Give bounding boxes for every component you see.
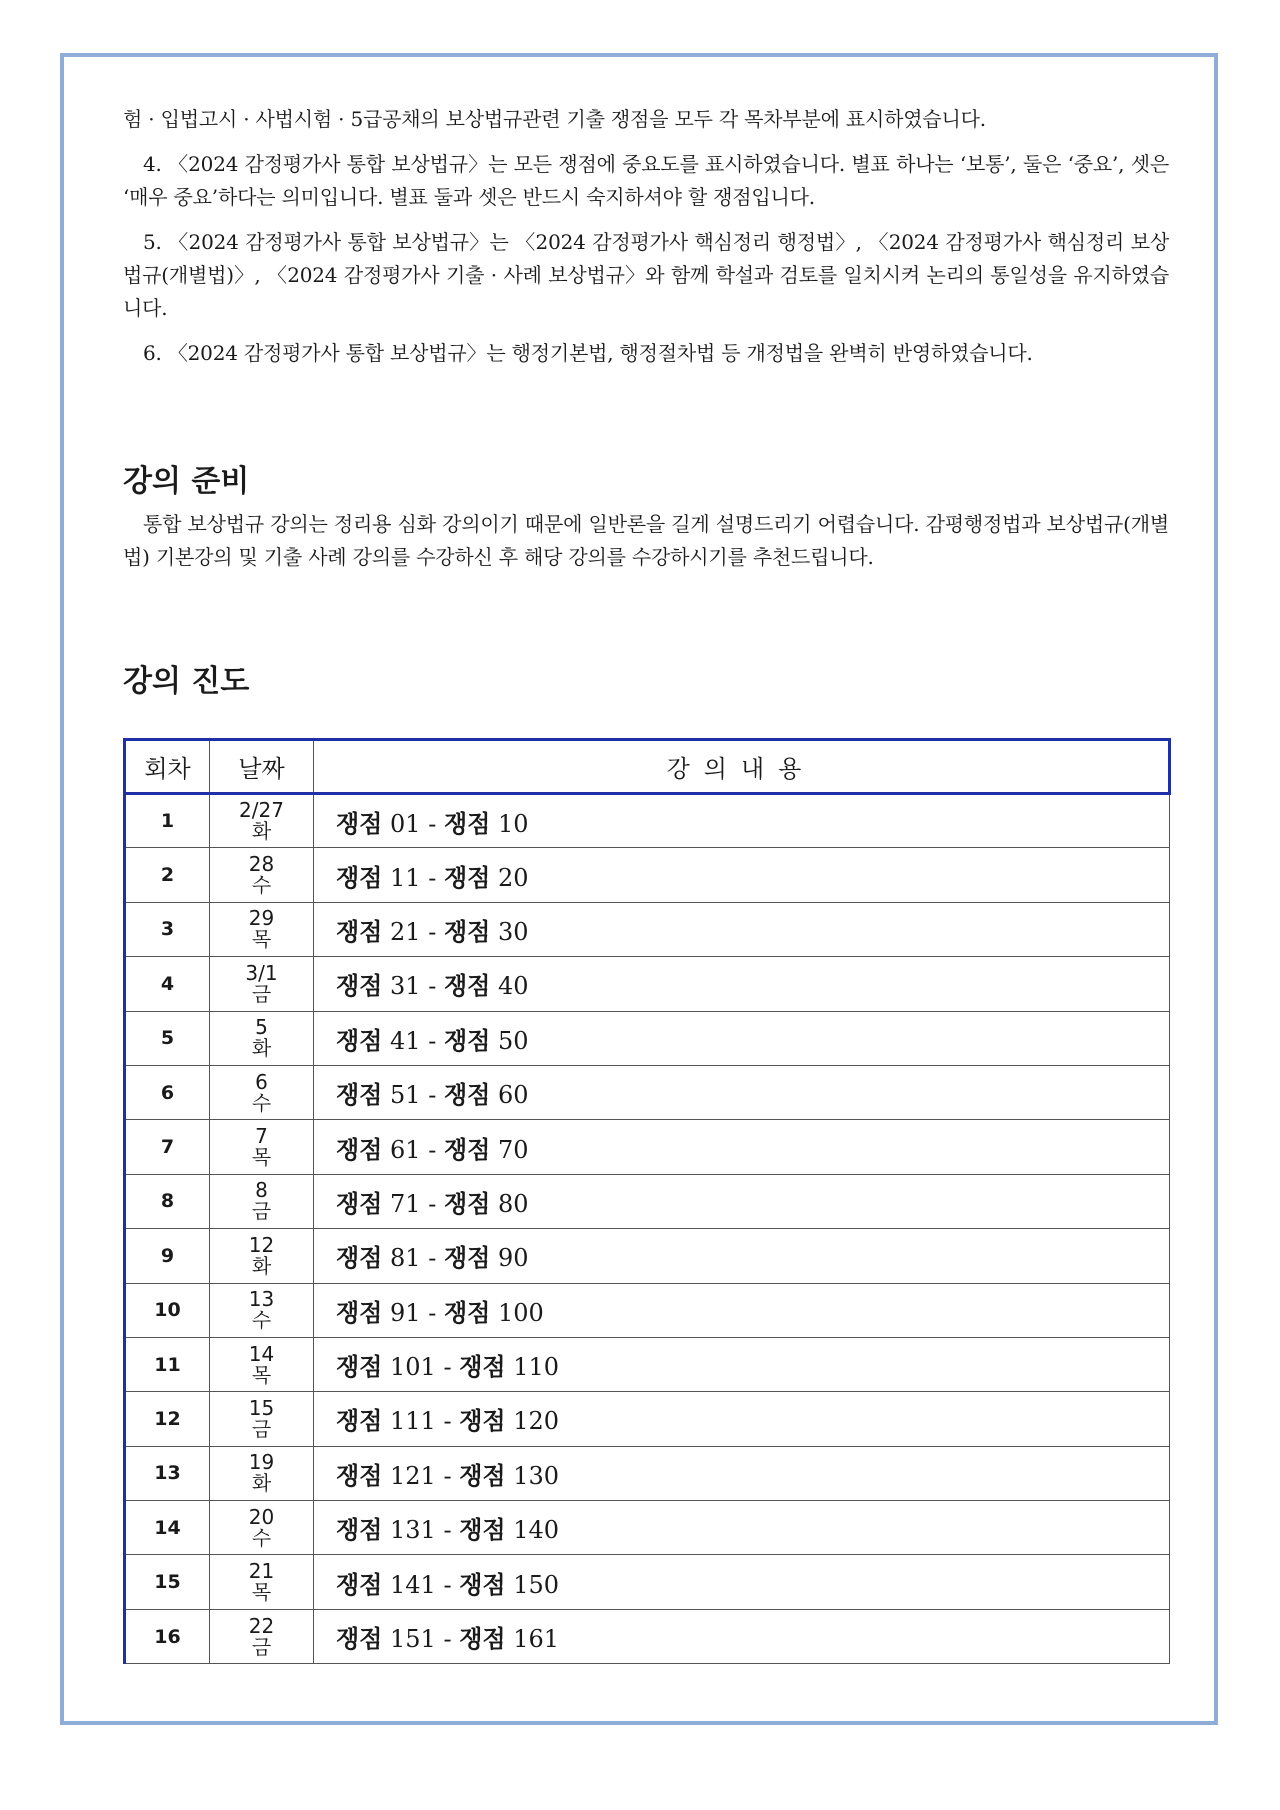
- header-date: 날짜: [210, 740, 314, 794]
- row-number: 7: [125, 1120, 210, 1174]
- row-day-of-week: 금: [251, 981, 272, 1006]
- table-row: [125, 1229, 1170, 1283]
- row-date-value: 14: [248, 1341, 275, 1366]
- table-row: [125, 957, 1170, 1011]
- row-dash: -: [443, 1407, 452, 1436]
- row-from: 51: [390, 1081, 421, 1110]
- row-content: [314, 1229, 1170, 1283]
- prep-body: 통합 보상법규 강의는 정리용 심화 강의이기 때문에 일반론을 길게 설명드리기 어렵습니다. 감평행정법과 보상법규(개별법) 기본강의 및 기출 사례 강의를 수강하신 후 해당 강의를 수강하시기를 추천드립니다.: [123, 512, 1169, 569]
- row-day-of-week: 화: [251, 1036, 272, 1061]
- row-number: 3: [125, 902, 210, 956]
- row-keyword-start: 쟁점: [336, 1297, 383, 1327]
- table-row: [125, 1555, 1170, 1609]
- row-date: [210, 1501, 314, 1555]
- row-day-of-week: 목: [251, 1362, 272, 1387]
- row-keyword-start: 쟁점: [336, 1025, 383, 1055]
- row-day-of-week: 목: [251, 927, 272, 952]
- row-number: 4: [125, 957, 210, 1011]
- row-date: [210, 794, 314, 848]
- row-content: [314, 902, 1170, 956]
- row-keyword-start: 쟁점: [336, 1515, 383, 1545]
- row-keyword-end: 쟁점: [443, 1297, 491, 1327]
- row-content: [314, 1501, 1170, 1555]
- row-dash: -: [428, 917, 437, 946]
- row-keyword-start: 쟁점: [336, 808, 383, 838]
- row-date: [210, 1446, 314, 1500]
- row-day-of-week: 목: [251, 1580, 272, 1605]
- row-keyword-end: 쟁점: [443, 1243, 491, 1273]
- section-title-prep: 강의 준비: [123, 464, 250, 499]
- row-number: 14: [125, 1501, 210, 1555]
- row-to: 50: [497, 1026, 529, 1055]
- row-day-of-week: 수: [251, 1090, 272, 1115]
- row-to: 161: [513, 1625, 560, 1654]
- table-row: [125, 1120, 1170, 1174]
- row-keyword-start: 쟁점: [336, 1188, 383, 1218]
- row-keyword-end: 쟁점: [443, 1134, 491, 1164]
- row-date: [210, 1392, 314, 1446]
- row-number: 8: [125, 1174, 210, 1228]
- row-day-of-week: 목: [251, 1145, 272, 1170]
- row-content: [314, 957, 1170, 1011]
- row-to: 70: [497, 1135, 529, 1164]
- row-date: [210, 1283, 314, 1337]
- row-date: [210, 1174, 314, 1228]
- row-dash: -: [428, 1244, 437, 1273]
- intro-item-4: 4. 〈2024 감정평가사 통합 보상법규〉는 모든 쟁점에 중요도를 표시하였습니다. 별표 하나는 ‘보통’, 둘은 ‘중요’, 셋은 ‘매우 중요’하다는 의미입니다. 별표 둘과 셋은 반드시 숙지하셔야 할 쟁점입니다.: [123, 152, 1169, 209]
- row-keyword-end: 쟁점: [459, 1569, 506, 1599]
- row-from: 61: [390, 1135, 421, 1164]
- row-from: 91: [390, 1298, 421, 1327]
- section-title-progress: 강의 진도: [123, 664, 250, 699]
- row-keyword-start: 쟁점: [336, 1406, 383, 1436]
- intro-item-5: 5. 〈2024 감정평가사 통합 보상법규〉는 〈2024 감정평가사 핵심정리 행정법〉, 〈2024 감정평가사 핵심정리 보상법규(개별법)〉, 〈2024 감정평가사 기출 · 사례 보상법규〉와 함께 학설과 검토를 일치시켜 논리의 통일성을 유지하였습니다.: [123, 230, 1169, 320]
- row-date: [210, 1120, 314, 1174]
- table-row: [125, 1501, 1170, 1555]
- row-dash: -: [443, 1570, 452, 1599]
- row-date-value: 5: [255, 1015, 268, 1040]
- row-keyword-end: 쟁점: [443, 1188, 491, 1218]
- row-keyword-end: 쟁점: [459, 1515, 506, 1545]
- row-date-value: 8: [255, 1178, 268, 1203]
- row-from: 71: [390, 1189, 421, 1218]
- row-date: [210, 1555, 314, 1609]
- row-dash: -: [443, 1461, 452, 1490]
- row-keyword-end: 쟁점: [443, 1080, 491, 1110]
- row-keyword-start: 쟁점: [336, 1080, 383, 1110]
- row-keyword-end: 쟁점: [459, 1352, 506, 1382]
- row-keyword-end: 쟁점: [459, 1460, 506, 1490]
- row-date-value: 15: [248, 1395, 275, 1420]
- row-date-value: 20: [248, 1504, 275, 1529]
- row-date-value: 22: [248, 1613, 275, 1638]
- row-content: [314, 1446, 1170, 1500]
- row-date: [210, 848, 314, 902]
- row-number: 1: [125, 794, 210, 848]
- document-body: [123, 103, 1169, 702]
- row-from: 01: [390, 809, 421, 838]
- row-content: [314, 1011, 1170, 1065]
- row-day-of-week: 금: [251, 1199, 272, 1224]
- row-content: [314, 794, 1170, 848]
- row-date: [210, 1609, 314, 1663]
- table-row: [125, 1392, 1170, 1446]
- row-from: 11: [390, 863, 421, 892]
- row-keyword-end: 쟁점: [443, 1025, 491, 1055]
- row-date-value: 2/27: [239, 798, 284, 823]
- row-date: [210, 957, 314, 1011]
- row-dash: -: [428, 1081, 437, 1110]
- row-keyword-end: 쟁점: [443, 862, 491, 892]
- row-keyword-start: 쟁점: [336, 1243, 383, 1273]
- header-no: 회차: [125, 740, 210, 794]
- row-dash: -: [428, 1298, 437, 1327]
- row-day-of-week: 화: [251, 819, 272, 844]
- row-number: 9: [125, 1229, 210, 1283]
- row-number: 2: [125, 848, 210, 902]
- row-dash: -: [443, 1353, 452, 1382]
- row-date: [210, 902, 314, 956]
- row-to: 90: [497, 1244, 529, 1273]
- row-content: [314, 1555, 1170, 1609]
- row-to: 30: [497, 917, 529, 946]
- table-row: [125, 1446, 1170, 1500]
- row-content: [314, 1174, 1170, 1228]
- row-to: 60: [497, 1081, 529, 1110]
- table-row: [125, 902, 1170, 956]
- row-from: 121: [390, 1461, 436, 1490]
- lecture-schedule-table: [123, 738, 1171, 1664]
- header-content: 강의내용: [314, 740, 1170, 794]
- row-from: 21: [390, 917, 421, 946]
- row-number: 10: [125, 1283, 210, 1337]
- row-content: [314, 1065, 1170, 1119]
- row-date: [210, 1229, 314, 1283]
- row-date-value: 21: [248, 1559, 275, 1584]
- table-row: [125, 1011, 1170, 1065]
- row-day-of-week: 수: [251, 1525, 272, 1550]
- table-row: [125, 794, 1170, 848]
- table-row: [125, 1609, 1170, 1663]
- row-date-value: 12: [248, 1232, 275, 1257]
- row-keyword-start: 쟁점: [336, 862, 383, 892]
- table-header-row: [125, 740, 1170, 794]
- table-row: [125, 848, 1170, 902]
- row-from: 111: [390, 1407, 436, 1436]
- row-number: 15: [125, 1555, 210, 1609]
- row-to: 10: [497, 809, 529, 838]
- row-date-value: 19: [248, 1450, 275, 1475]
- table-row: [125, 1174, 1170, 1228]
- row-to: 100: [497, 1298, 544, 1327]
- intro-continued-line: 험 · 입법고시 · 사법시험 · 5급공채의 보상법규관련 기출 쟁점을 모두 각 목차부분에 표시하였습니다.: [123, 107, 986, 131]
- row-keyword-start: 쟁점: [336, 1460, 383, 1490]
- row-from: 101: [390, 1353, 436, 1382]
- row-to: 110: [513, 1353, 560, 1382]
- row-content: [314, 1283, 1170, 1337]
- row-day-of-week: 화: [251, 1471, 272, 1496]
- row-keyword-end: 쟁점: [443, 916, 491, 946]
- row-to: 140: [513, 1516, 560, 1545]
- row-from: 131: [390, 1516, 436, 1545]
- row-date: [210, 1065, 314, 1119]
- row-dash: -: [428, 809, 437, 838]
- row-date-value: 6: [255, 1069, 268, 1094]
- row-day-of-week: 수: [251, 873, 272, 898]
- row-number: 6: [125, 1065, 210, 1119]
- row-keyword-start: 쟁점: [336, 1624, 383, 1654]
- row-content: [314, 1609, 1170, 1663]
- row-keyword-start: 쟁점: [336, 916, 383, 946]
- row-to: 120: [513, 1407, 560, 1436]
- row-day-of-week: 화: [251, 1253, 272, 1278]
- row-number: 13: [125, 1446, 210, 1500]
- row-day-of-week: 수: [251, 1308, 272, 1333]
- row-keyword-start: 쟁점: [336, 1134, 383, 1164]
- row-keyword-end: 쟁점: [459, 1624, 506, 1654]
- row-from: 151: [390, 1625, 436, 1654]
- row-day-of-week: 금: [251, 1634, 272, 1659]
- row-date: [210, 1011, 314, 1065]
- row-from: 41: [390, 1026, 421, 1055]
- table-row: [125, 1283, 1170, 1337]
- row-date-value: 29: [248, 906, 275, 931]
- row-day-of-week: 금: [251, 1416, 272, 1441]
- row-keyword-start: 쟁점: [336, 1352, 383, 1382]
- row-to: 20: [497, 863, 529, 892]
- row-from: 31: [390, 972, 421, 1001]
- row-keyword-end: 쟁점: [459, 1406, 506, 1436]
- row-date-value: 3/1: [245, 960, 278, 985]
- row-to: 130: [513, 1461, 560, 1490]
- row-keyword-start: 쟁점: [336, 971, 383, 1001]
- row-to: 40: [497, 972, 529, 1001]
- row-dash: -: [428, 1026, 437, 1055]
- row-keyword-end: 쟁점: [443, 971, 491, 1001]
- row-date: [210, 1337, 314, 1391]
- row-number: 16: [125, 1609, 210, 1663]
- row-dash: -: [443, 1625, 452, 1654]
- row-dash: -: [428, 1189, 437, 1218]
- intro-item-6: 6. 〈2024 감정평가사 통합 보상법규〉는 행정기본법, 행정절차법 등 개정법을 완벽히 반영하였습니다.: [143, 341, 1033, 365]
- table-row: [125, 1065, 1170, 1119]
- row-to: 80: [497, 1189, 529, 1218]
- row-dash: -: [428, 972, 437, 1001]
- row-dash: -: [428, 863, 437, 892]
- row-keyword-start: 쟁점: [336, 1569, 383, 1599]
- row-number: 5: [125, 1011, 210, 1065]
- row-from: 141: [390, 1570, 436, 1599]
- row-from: 81: [390, 1244, 421, 1273]
- row-content: [314, 1392, 1170, 1446]
- row-content: [314, 1120, 1170, 1174]
- row-number: 12: [125, 1392, 210, 1446]
- row-date-value: 7: [255, 1124, 268, 1149]
- row-date-value: 28: [248, 852, 275, 877]
- row-dash: -: [443, 1516, 452, 1545]
- table-row: [125, 1337, 1170, 1391]
- row-dash: -: [428, 1135, 437, 1164]
- row-to: 150: [513, 1570, 560, 1599]
- row-date-value: 13: [248, 1287, 275, 1312]
- row-keyword-end: 쟁점: [443, 808, 491, 838]
- row-content: [314, 848, 1170, 902]
- row-content: [314, 1337, 1170, 1391]
- row-number: 11: [125, 1337, 210, 1391]
